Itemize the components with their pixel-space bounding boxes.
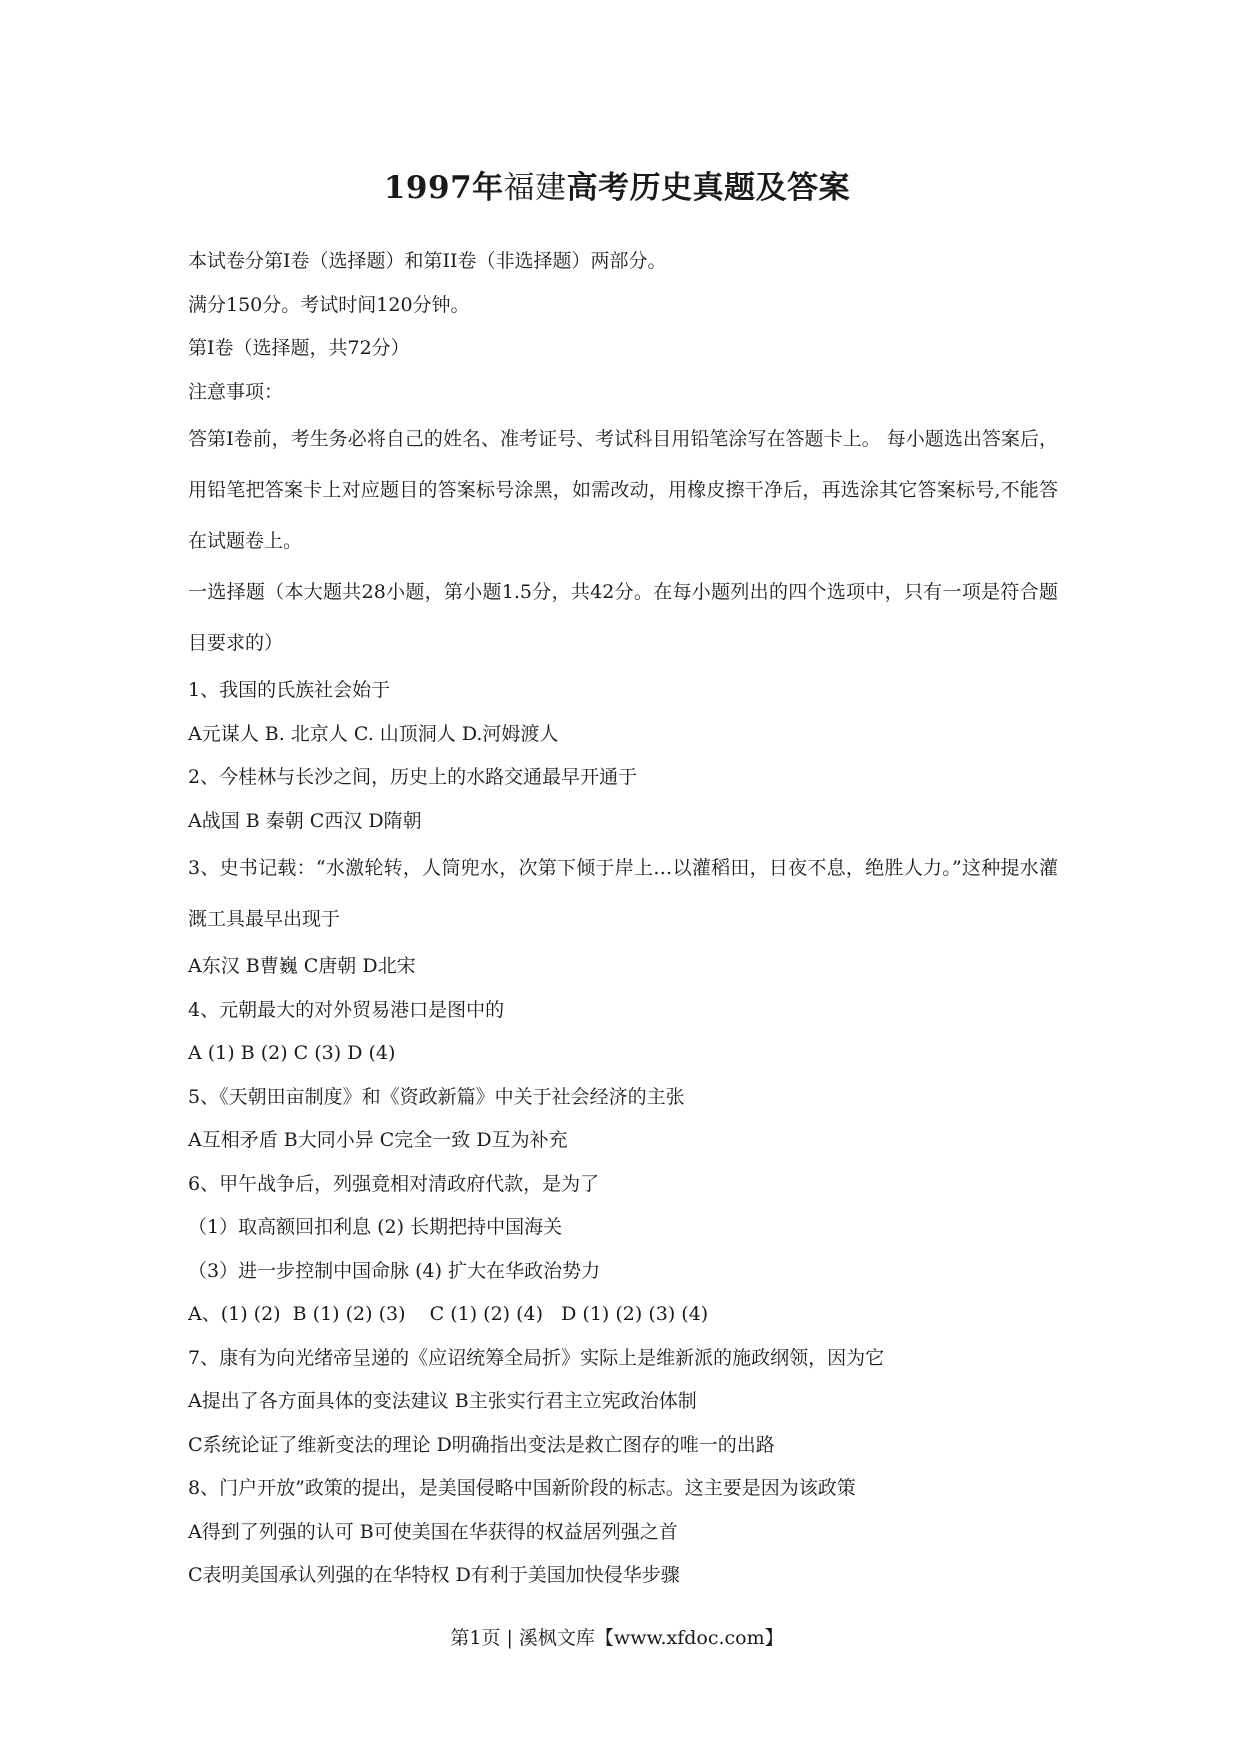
page-title: [0, 168, 1234, 208]
intro-line: 注意事项：: [188, 380, 284, 403]
question-line: 8、门户开放”政策的提出，是美国侵略中国新阶段的标志。这主要是因为该政策: [188, 1477, 856, 1499]
page-footer: 第1页 | 溪枫文库【www.xfdoc.com】: [450, 1627, 784, 1649]
intro-line: 满分150分。考试时间120分钟。: [188, 293, 470, 316]
question-line: A元谋人 B. 北京人 C. 山顶洞人 D.河姆渡人: [188, 722, 559, 745]
question-line: A互相矛盾 B大同小异 C完全一致 D互为补充: [188, 1129, 568, 1151]
notice-paragraph: 答第Ⅰ卷前，考生务必将自己的姓名、准考证号、考试科目用铅笔涂写在答题卡上。 每小题选出答案后，用铅笔把答案卡上对应题目的答案标号涂黑，如需改动，用橡皮擦干净后，再选涂其它答案标号,不能答在试题卷上。: [188, 428, 1058, 552]
question-line: A东汉 B曹巍 C唐朝 D北宋: [188, 955, 416, 977]
question-line: A、(1) (2) B (1) (2) (3) C (1) (2) (4) D (1) (2) (3) (4): [188, 1303, 709, 1325]
question-line: A (1) B (2) C (3) D (4): [188, 1042, 396, 1064]
question-line: 4、元朝最大的对外贸易港口是图中的: [188, 998, 505, 1021]
question-line: 2、今桂林与长沙之间，历史上的水路交通最早开通于: [188, 766, 638, 788]
question-line: 5、《天朝田亩制度》和《资政新篇》中关于社会经济的主张: [188, 1085, 685, 1108]
question-line: 6、甲午战争后，列强竟相对清政府代款，是为了: [188, 1172, 600, 1195]
title-year: 1997年: [383, 170, 504, 206]
section-intro: 一选择题（本大题共28小题，第小题1.5分，共42分。在每小题列出的四个选项中，只有一项是符合题目要求的）: [188, 581, 1058, 654]
question-line: A提出了各方面具体的变法建议 B主张实行君主立宪政治体制: [188, 1390, 697, 1412]
question-line: （3）进一步控制中国命脉 (4) 扩大在华政治势力: [188, 1259, 601, 1282]
question-line: 1、我国的氏族社会始于: [188, 679, 391, 701]
question-line: 7、康有为向光绪帝呈递的《应诏统筹全局折》实际上是维新派的施政纲领，因为它: [188, 1346, 885, 1369]
title-subject: 高考历史真题及答案: [566, 170, 851, 206]
title-region: 福建: [503, 170, 567, 206]
question-line: C系统论证了维新变法的理论 D明确指出变法是救亡图存的唯一的出路: [188, 1433, 775, 1456]
intro-line: 本试卷分第Ⅰ卷（选择题）和第II卷（非选择题）两部分。: [188, 250, 667, 272]
question-line: （1）取高额回扣利息 (2) 长期把持中国海关: [188, 1216, 563, 1238]
question-line: A战国 B 秦朝 C西汉 D隋朝: [188, 809, 422, 832]
question-paragraph: 3、史书记载：“水激轮转，人筒兜水，次第下倾于岸上…以灌稻田，日夜不息，绝胜人力。”这种提水灌溉工具最早出现于: [188, 857, 1058, 930]
document-body: [188, 240, 1058, 1598]
intro-line: 第Ⅰ卷（选择题，共72分）: [188, 337, 410, 359]
question-line: C表明美国承认列强的在华特权 D有利于美国加快侵华步骤: [188, 1564, 680, 1586]
question-line: A得到了列强的认可 B可使美国在华获得的权益居列强之首: [188, 1520, 678, 1543]
